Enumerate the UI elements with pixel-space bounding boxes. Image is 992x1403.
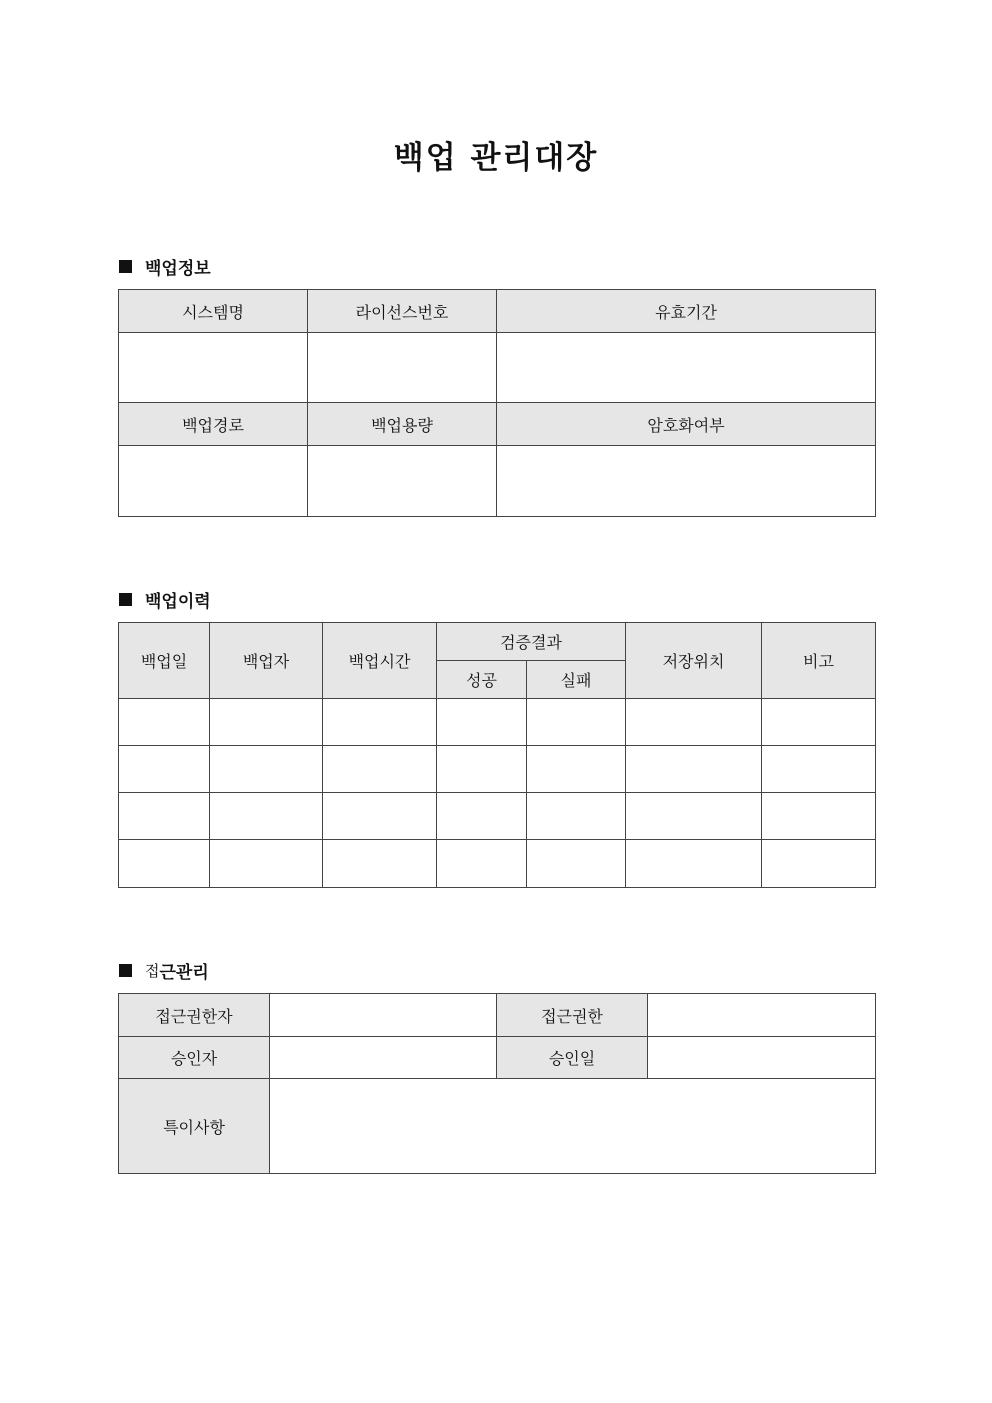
table-cell[interactable] xyxy=(119,746,210,793)
header-backup-path: 백업경로 xyxy=(119,403,308,446)
table-cell[interactable] xyxy=(626,840,762,888)
section-heading-label: 백업이력 xyxy=(145,592,211,612)
header-success: 성공 xyxy=(437,661,527,699)
table-cell[interactable] xyxy=(762,840,876,888)
table-cell[interactable] xyxy=(527,793,626,840)
table-cell[interactable] xyxy=(210,840,323,888)
table-cell[interactable] xyxy=(626,699,762,746)
table-cell[interactable] xyxy=(323,793,437,840)
table-cell[interactable] xyxy=(527,840,626,888)
section-heading-label: 근관리 xyxy=(159,963,209,983)
label-approver: 승인자 xyxy=(119,1037,270,1079)
square-bullet-icon xyxy=(119,964,132,977)
validity-period-field[interactable] xyxy=(497,333,876,403)
table-row xyxy=(119,746,876,793)
header-failure: 실패 xyxy=(527,661,626,699)
header-license-number: 라이선스번호 xyxy=(308,290,497,333)
header-backup-size: 백업용량 xyxy=(308,403,497,446)
table-cell[interactable] xyxy=(527,699,626,746)
approver-field[interactable] xyxy=(270,1037,497,1079)
table-cell[interactable] xyxy=(437,699,527,746)
table-cell[interactable] xyxy=(437,793,527,840)
special-notes-field[interactable] xyxy=(270,1079,876,1174)
header-remarks: 비고 xyxy=(762,623,876,699)
square-bullet-icon xyxy=(119,260,132,273)
table-row xyxy=(119,840,876,888)
label-special-notes: 특이사항 xyxy=(119,1079,270,1174)
backup-size-field[interactable] xyxy=(308,446,497,517)
table-cell[interactable] xyxy=(119,793,210,840)
header-validity-period: 유효기간 xyxy=(497,290,876,333)
header-storage-location: 저장위치 xyxy=(626,623,762,699)
table-cell[interactable] xyxy=(210,793,323,840)
header-verification-result: 검증결과 xyxy=(437,623,626,661)
table-cell[interactable] xyxy=(323,840,437,888)
table-row xyxy=(119,793,876,840)
access-permission-field[interactable] xyxy=(648,994,876,1037)
system-name-field[interactable] xyxy=(119,333,308,403)
access-management-table xyxy=(118,993,876,1174)
authorized-person-field[interactable] xyxy=(270,994,497,1037)
label-access-permission: 접근권한 xyxy=(497,994,648,1037)
label-approval-date: 승인일 xyxy=(497,1037,648,1079)
backup-info-table xyxy=(118,289,876,517)
table-cell[interactable] xyxy=(210,746,323,793)
table-cell[interactable] xyxy=(437,746,527,793)
header-encryption: 암호화여부 xyxy=(497,403,876,446)
table-cell[interactable] xyxy=(626,793,762,840)
table-cell[interactable] xyxy=(762,699,876,746)
header-backup-date: 백업일 xyxy=(119,623,210,699)
license-number-field[interactable] xyxy=(308,333,497,403)
table-cell[interactable] xyxy=(323,699,437,746)
table-cell[interactable] xyxy=(437,840,527,888)
section-heading-backup-info xyxy=(119,254,211,279)
backup-history-table xyxy=(118,622,876,888)
table-cell[interactable] xyxy=(527,746,626,793)
backup-path-field[interactable] xyxy=(119,446,308,517)
header-system-name: 시스템명 xyxy=(119,290,308,333)
table-cell[interactable] xyxy=(119,699,210,746)
label-authorized-person: 접근권한자 xyxy=(119,994,270,1037)
square-bullet-icon xyxy=(119,593,132,606)
table-cell[interactable] xyxy=(210,699,323,746)
table-cell[interactable] xyxy=(762,793,876,840)
approval-date-field[interactable] xyxy=(648,1037,876,1079)
table-cell[interactable] xyxy=(323,746,437,793)
encryption-field[interactable] xyxy=(497,446,876,517)
header-backup-time: 백업시간 xyxy=(323,623,437,699)
section-heading-label: 백업정보 xyxy=(145,259,211,279)
section-heading-access-management xyxy=(119,958,209,983)
table-row xyxy=(119,699,876,746)
table-cell[interactable] xyxy=(119,840,210,888)
document-title: 백업 관리대장 xyxy=(393,140,599,176)
header-backup-operator: 백업자 xyxy=(210,623,323,699)
section-heading-prefix: 접 xyxy=(145,962,160,980)
section-heading-backup-history xyxy=(119,587,211,612)
table-cell[interactable] xyxy=(626,746,762,793)
table-cell[interactable] xyxy=(762,746,876,793)
